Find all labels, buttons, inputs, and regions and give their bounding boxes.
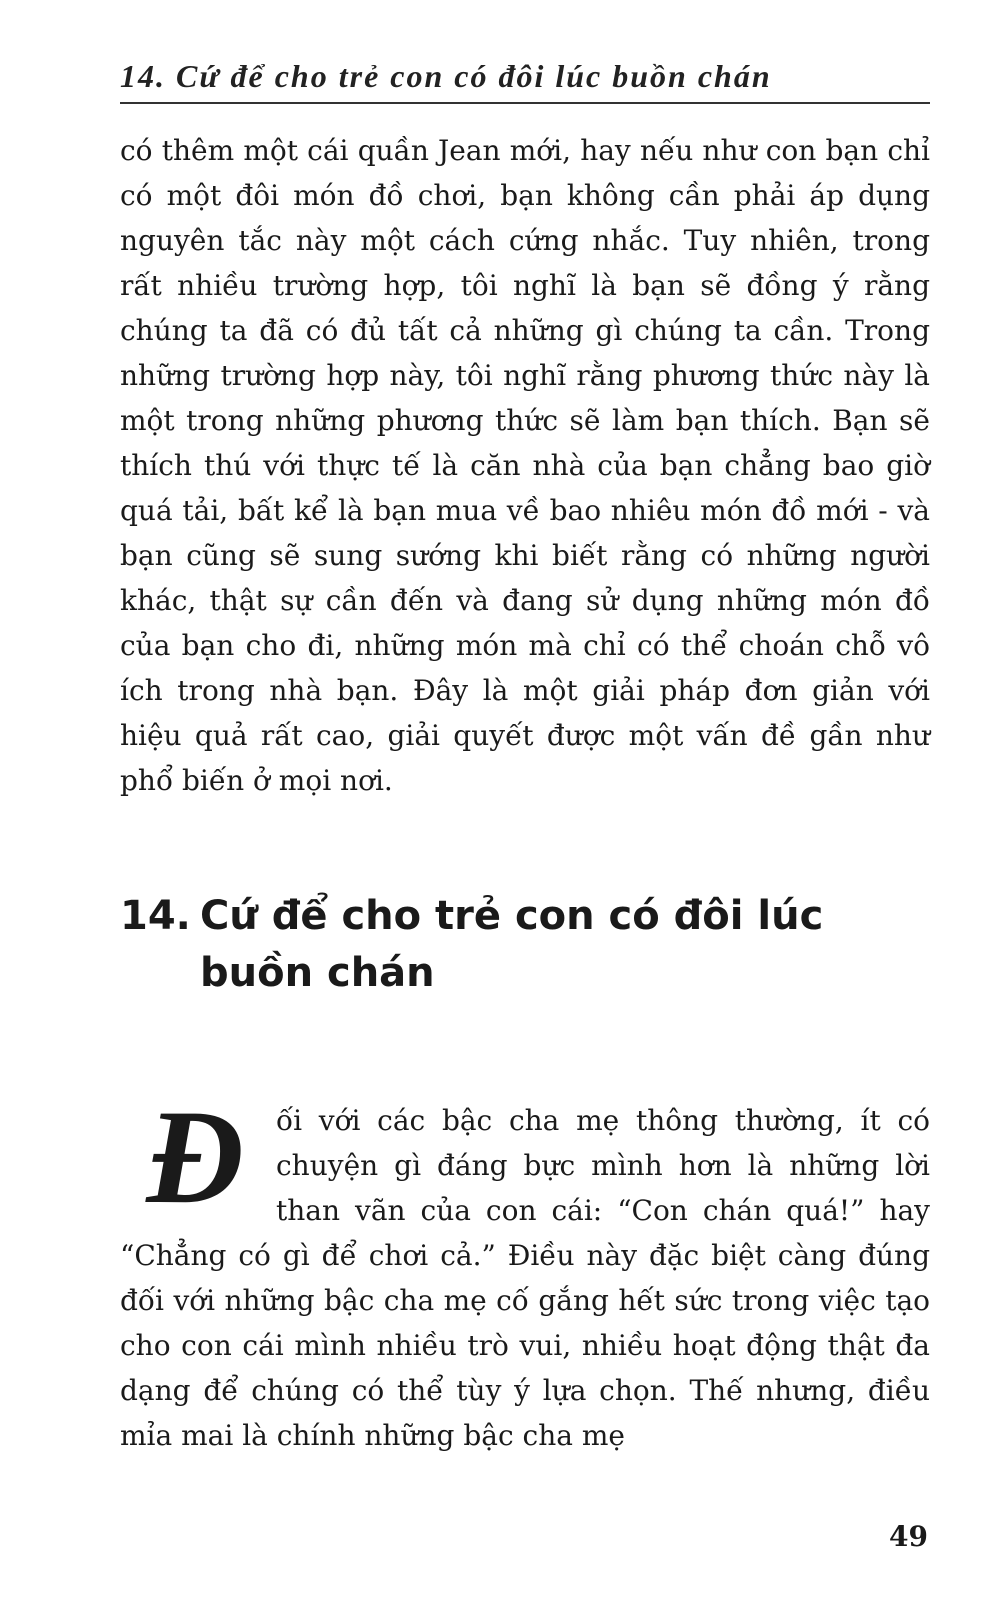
body-paragraph-2-text: ối với các bậc cha mẹ thông thường, ít có chuyện gì đáng bực mình hơn là những lời than vãn của con cái: “Con chán quá!” hay “Chẳng có gì để chơi cả.” Điều này đặc biệt càng đúng đối với những bậc cha mẹ cố gắng hết sức trong việc tạo cho con cái mình nhiều trò vui, nhiều hoạt động thật đa dạng để chúng có thể tùy ý lựa chọn. Thế nhưng, điều mỉa mai là chính những bậc cha mẹ — [120, 1104, 930, 1452]
drop-cap-letter — [120, 1102, 270, 1212]
chapter-title-line-2: buồn chán — [200, 950, 435, 996]
running-header: 14. Cứ để cho trẻ con có đôi lúc buồn chán — [120, 58, 772, 94]
header-rule — [120, 102, 930, 104]
chapter-title-line-1: Cứ để cho trẻ con có đôi lúc — [200, 893, 824, 939]
body-paragraph-1: có thêm một cái quần Jean mới, hay nếu như con bạn chỉ có một đôi món đồ chơi, bạn không cần phải áp dụng nguyên tắc này một cách cứng nhắc. Tuy nhiên, trong rất nhiều trường hợp, tôi nghĩ là bạn sẽ đồng ý rằng chúng ta đã có đủ tất cả những gì chúng ta cần. Trong những trường hợp này, tôi nghĩ rằng phương thức này là một trong những phương thức sẽ làm bạn thích. Bạn sẽ thích thú với thực tế là căn nhà của bạn chẳng bao giờ quá tải, bất kể là bạn mua về bao nhiêu món đồ mới - và bạn cũng sẽ sung sướng khi biết rằng có những người khác, thật sự cần đến và đang sử dụng những món đồ của bạn cho đi, những món mà chỉ có thể choán chỗ vô ích trong nhà bạn. Đây là một giải pháp đơn giản với hiệu quả rất cao, giải quyết được một vấn đề gần như phổ biến ở mọi nơi. — [120, 134, 930, 797]
body-paragraph-2 — [120, 1098, 930, 1458]
drop-cap-glyph: Đ — [146, 1102, 244, 1212]
page-number: 49 — [889, 1520, 928, 1553]
chapter-number: 14. — [120, 893, 191, 939]
chapter-title — [120, 888, 930, 1002]
